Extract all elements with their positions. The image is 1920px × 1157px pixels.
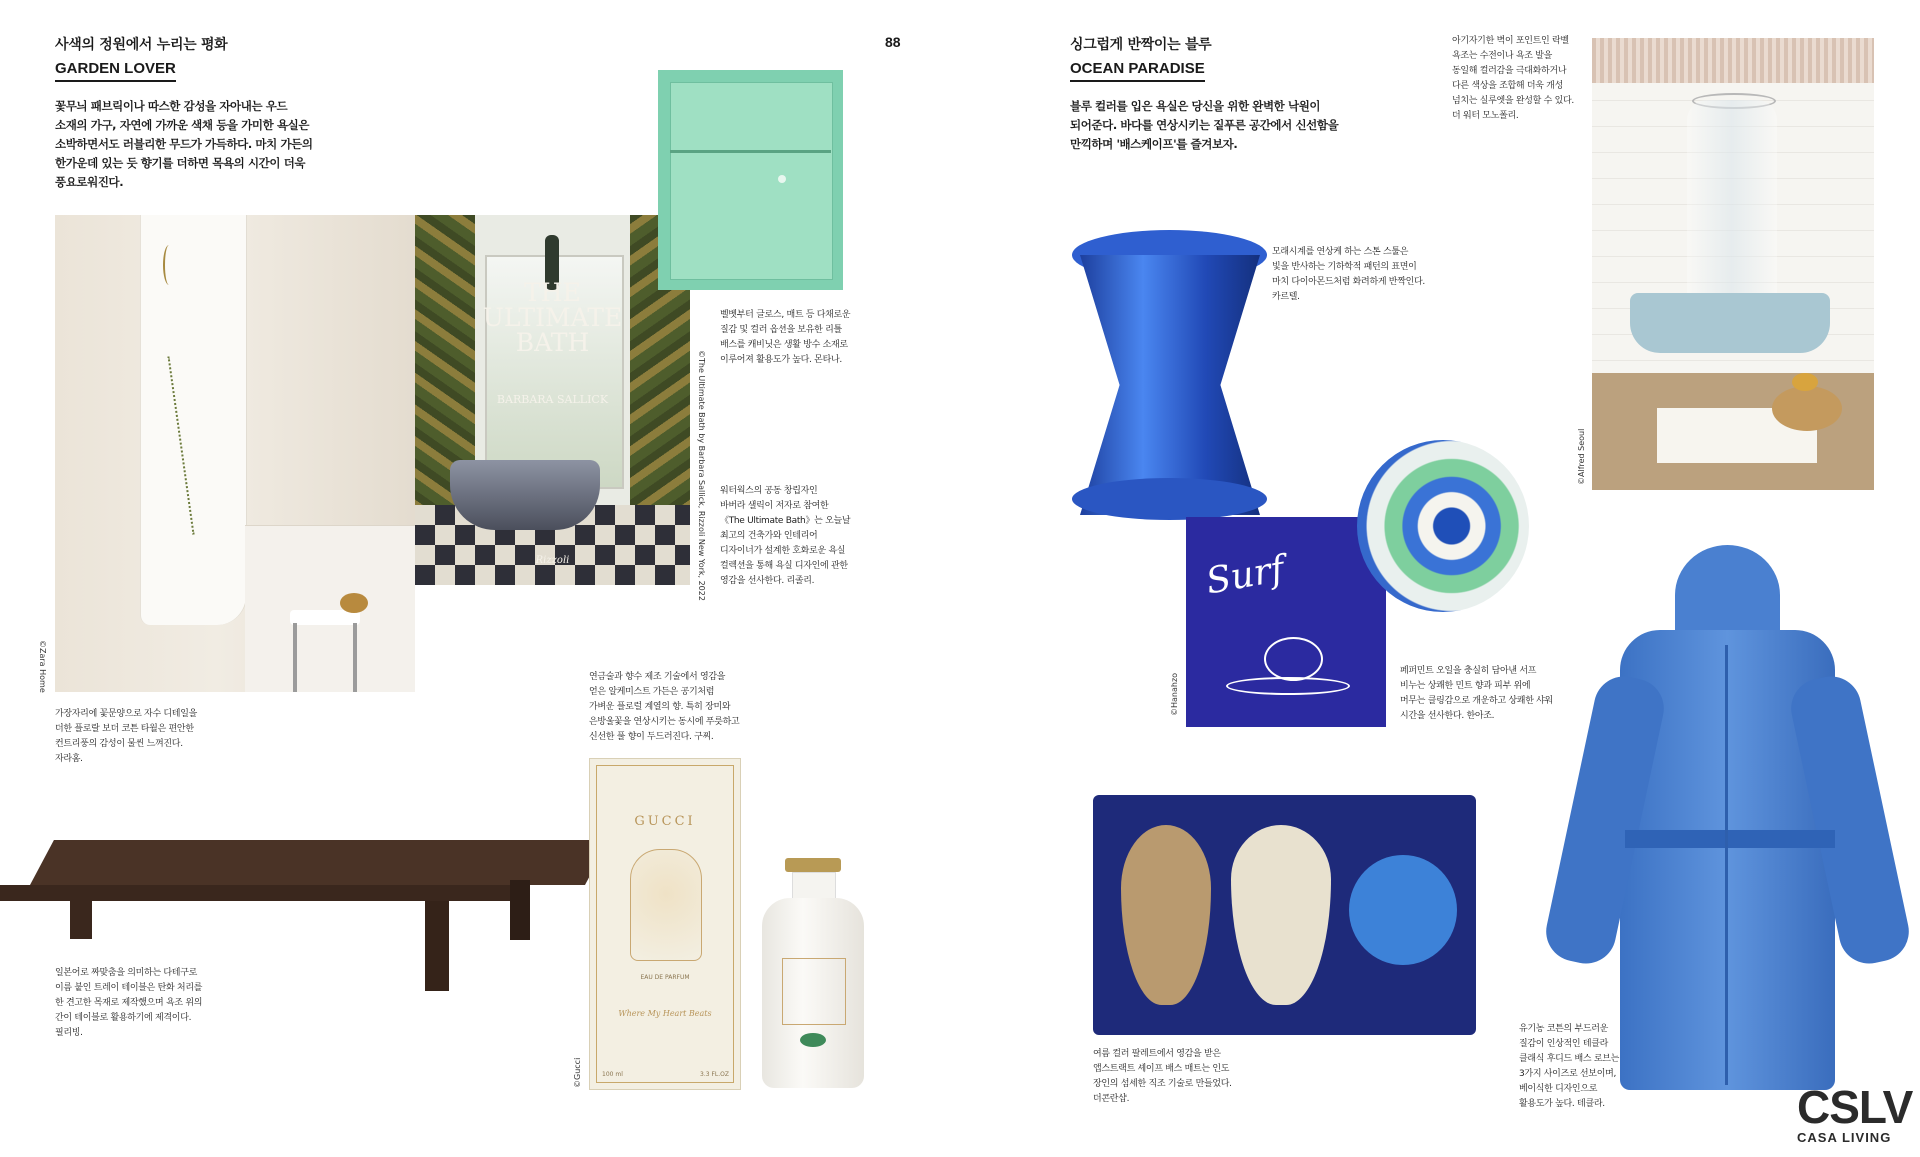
caption-stool: 모래시계를 연상케 하는 스톤 스툴은 빛을 반사하는 기하학적 패턴의 표면이 마치 다이아몬드처럼 화려하게 반짝인다. 카르텔.: [1272, 247, 1425, 302]
caption-mat: 여름 컬러 팔레트에서 영감을 받은 앱스트랙트 셰이프 배스 매트는 인도 장인의 섬세한 직조 기술로 만들었다. 더콘란샵.: [1093, 1049, 1232, 1104]
credit-zara-home: ©Zara Home: [38, 640, 47, 693]
left-title-kr: 사색의 정원에서 누리는 평화: [55, 37, 228, 53]
book-cover: [415, 215, 690, 585]
right-lead-paragraph: 블루 컬러를 입은 욕실은 당신을 위한 완벽한 낙원이 되어준다. 바다를 연상시키는 짙푸른 공간에서 신선함을 만끽하며 '배스케이프'를 즐겨보자.: [1070, 99, 1339, 151]
logo-main-text: CSLV: [1797, 1081, 1913, 1133]
gucci-volume: 100 ml: [602, 1071, 623, 1078]
caption-cabinet: 벨벳부터 글로스, 매트 등 다채로운 질감 및 컬러 옵션을 보유한 리틀 배스를 캐비닛은 생활 방수 소재로 이루어져 활용도가 높다. 몬타나.: [720, 310, 851, 365]
gucci-perfume-box: [589, 758, 741, 1090]
cslv-logo: [1797, 1081, 1917, 1145]
caption-bench: 일본어로 짜맞춤을 의미하는 다테구로 이름 붙인 트레이 테이블은 탄화 처리를 한 견고한 목재로 제작했으며 욕조 위의 간이 테이블로 활용하기에 제격이다. 필리빙.: [55, 968, 203, 1038]
caption-perfume: 연금술과 향수 제조 기술에서 영감을 얻은 알케미스트 가든은 공기처럼 가벼운 플로럴 계열의 향. 특히 장미와 은방울꽃을 연상시키는 동시에 푸릇하고 신선한 풀 향이 두드러진다. 구찌.: [589, 672, 740, 742]
logo-sub-text: CASA LIVING: [1797, 1130, 1892, 1145]
gucci-eau-text: EAU DE PARFUM: [640, 974, 690, 981]
right-title-en: OCEAN PARADISE: [1070, 60, 1205, 82]
page-number: 88: [885, 34, 901, 50]
caption-book: 워터웍스의 공동 창립자인 바버라 샐릭이 저자로 참여한 《The Ultimate Bath》는 오늘날 최고의 건축가와 인테리어 디자이너가 설계한 호화로운 욕실 컬렉션을 통해 욕실 디자인에 관한 영감을 선사한다. 리졸리.: [720, 486, 851, 586]
towel-photo: [55, 215, 415, 692]
blue-stone-stool: [1072, 230, 1267, 520]
gucci-name-text: Where My Heart Beats: [618, 1009, 712, 1018]
caption-soap: 페퍼민트 오일을 충실히 담아낸 서프 비누는 상쾌한 민트 향과 피부 위에 머무는 클링감으로 개운하고 상쾌한 샤워 시간을 선사한다. 한아조.: [1400, 666, 1553, 721]
bathtub-photo: [1592, 38, 1874, 490]
mint-cabinet: [658, 70, 843, 290]
left-title-en: GARDEN LOVER: [55, 60, 176, 82]
gucci-floz: 3.3 FL.OZ: [700, 1071, 729, 1078]
surf-soap-bar: [1357, 440, 1529, 612]
credit-gucci: ©Gucci: [573, 1057, 582, 1088]
caption-towel: 가장자리에 꽃문양으로 자수 디테일을 더한 플로랄 보더 코튼 타월은 편안한 컨트리풍의 감성이 물씬 느껴진다. 자라홈.: [55, 709, 197, 764]
surf-soap-box: [1186, 517, 1386, 727]
book-publisher: Rizzoli: [535, 555, 570, 566]
abstract-bath-mat: [1093, 795, 1476, 1035]
wooden-bench-table: [0, 840, 560, 1000]
gucci-perfume-bottle: [762, 858, 864, 1088]
book-author: BARBARA SALLICK: [496, 393, 609, 406]
right-title-kr: 싱그럽게 반짝이는 블루: [1070, 37, 1212, 53]
book-title: THE ULTIMATE BATH: [482, 278, 623, 357]
surf-logo-text: Surf: [1203, 548, 1288, 603]
left-lead-paragraph: 꽃무늬 패브릭이나 따스한 감성을 자아내는 우드 소재의 가구, 자연에 가까운 색채 등을 가미한 욕실은 소박하면서도 러블리한 무드가 가득하다. 마치 가든의 한가운데 있는 듯 향기를 더하면 목욕의 시간이 더욱 풍요로워진다.: [55, 99, 313, 189]
credit-alfred-seoul: ©Alfred Seoul: [1577, 428, 1586, 485]
gucci-brand-text: GUCCI: [634, 814, 696, 829]
caption-tub: 아기자기한 벽이 포인트인 락벨 욕조는 수전이나 욕조 발을 동일해 컬러감을 극대화하거나 다른 색상을 조합해 더욱 개성 넘치는 실루엣을 완성할 수 있다. 더 워터 모노폴리.: [1452, 36, 1574, 121]
caption-robe: 유기농 코튼의 부드러운 질감이 인상적인 테클라 클래식 후디드 배스 로브는 3가지 사이즈로 선보이며, 베이식한 디자인으로 활용도가 높다. 테클라.: [1519, 1024, 1620, 1109]
credit-hanahzo: ©Hanahzo: [1170, 672, 1179, 716]
blue-hooded-robe: [1570, 545, 1885, 1105]
credit-book: ©The Ultimate Bath by Barbara Sallick, Rizzoli New York, 2022: [697, 350, 706, 601]
